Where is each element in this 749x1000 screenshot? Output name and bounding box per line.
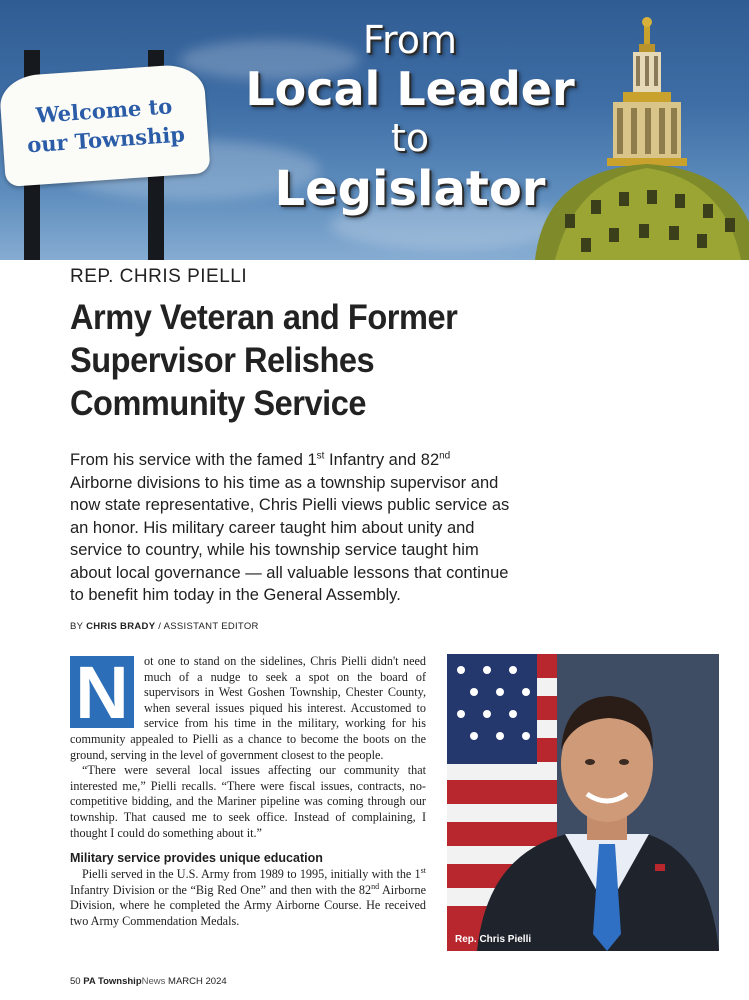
headline-legislator: Legislator (274, 161, 546, 217)
publication-name-light: News (141, 976, 166, 987)
page-number: 50 (70, 976, 81, 987)
deck-text: Infantry and 82 (324, 451, 440, 469)
article-kicker: REP. CHRIS PIELLI (70, 266, 248, 287)
headline-local-leader: Local Leader (245, 62, 575, 116)
welcome-sign (0, 63, 211, 187)
deck-ordinal: nd (439, 450, 451, 462)
body-paragraph: “There were several local issues affecting our community that interested me,” Pielli recalls. “There were fiscal issues, contracts, no-competitive bidding, and the Mariner pipeline was coming through our township. That caused me to seek office. Instead of complaining, I thought I could do something about it.” (70, 763, 426, 840)
welcome-sign-text (8, 89, 202, 160)
ordinal: nd (371, 881, 380, 891)
article-title: Army Veteran and Former Supervisor Relishes Community Service (70, 298, 458, 423)
byline-role: / ASSISTANT EDITOR (155, 621, 259, 632)
section-subhead: Military service provides unique education (70, 851, 323, 866)
page-footer (70, 976, 227, 987)
header-banner (0, 0, 749, 260)
byline (70, 621, 259, 632)
portrait-illustration (447, 654, 719, 951)
deck-text: Airborne divisions to his time as a township supervisor and now state representative, Chris Pielli views public service as an honor. His military career taught him about unity and service to country, while his township service taught him about local governance — all valuable lessons that continue to benefit him today in the General Assembly. (70, 473, 510, 604)
publication-name-bold: PA Township (83, 976, 142, 987)
paragraph-text: Airborne Division, where he completed the Army Airborne Course. He received two Army Commendation Medals. (70, 882, 427, 928)
byline-author: CHRIS BRADY (86, 621, 156, 632)
publication-name (83, 976, 165, 987)
ordinal: st (420, 866, 426, 876)
byline-by: BY (70, 621, 84, 632)
issue-date: MARCH 2024 (168, 976, 227, 987)
body-paragraph (70, 651, 426, 763)
deck-text: From his service with the famed 1 (70, 451, 317, 469)
sign-line-1: Welcome to (34, 93, 173, 128)
photo-caption: Rep. Chris Pielli (455, 934, 532, 945)
article-body (70, 651, 427, 930)
headline-to: to (390, 116, 430, 160)
deck-ordinal: st (316, 450, 325, 462)
sign-line-2: our Township (26, 121, 186, 158)
headline-from: From (362, 18, 458, 62)
paragraph-text: Pielli served in the U.S. Army from 1989 to 1995, initially with the 1 (82, 867, 421, 882)
drop-cap: N (70, 656, 134, 728)
paragraph-text: ot one to stand on the sidelines, Chris Pielli didn't need much of a nudge to seek a spot on the board of supervisors in West Goshen Township, Chester County, when several issues piqued his interest. Accustomed to service from his time in the military, working for his community appealed to Pielli as a chance to become the boots on the ground, serving in the level of government closest to the people. (70, 654, 426, 762)
body-paragraph (70, 867, 426, 929)
portrait-photo (447, 654, 719, 951)
paragraph-text: Infantry Division or the “Big Red One” and then with the 82 (70, 882, 372, 897)
capitol-dome-illustration (535, 0, 749, 260)
article-deck (70, 449, 510, 607)
